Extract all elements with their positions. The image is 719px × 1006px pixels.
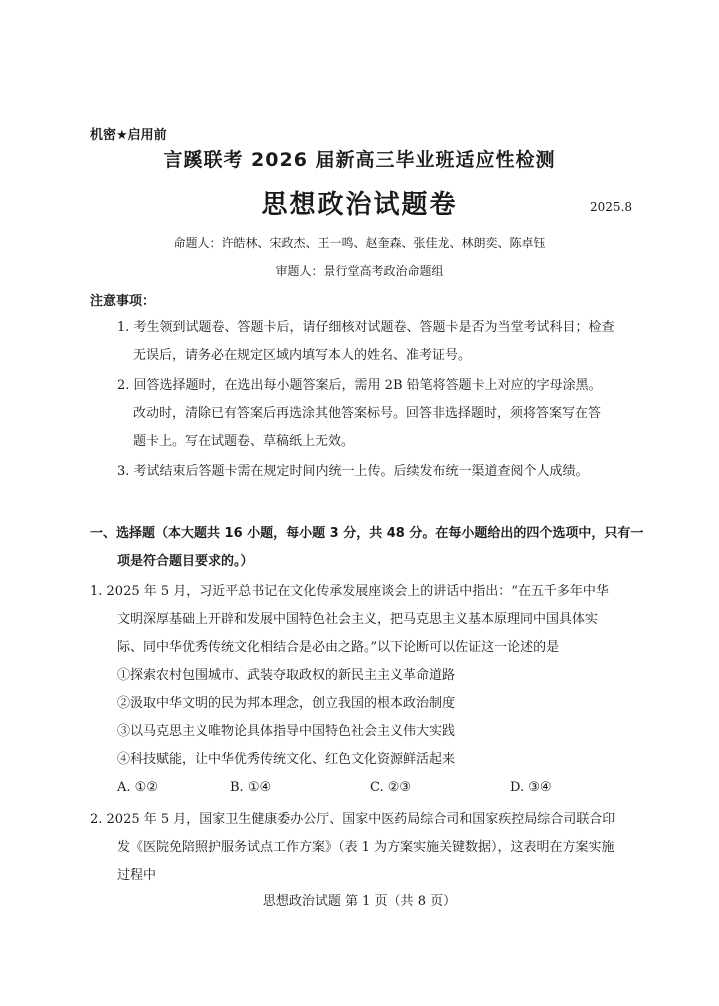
q1-stem-line-3: 际、同中华优秀传统文化相结合是必由之路。”以下论断可以佐证这一论述的是 [117, 640, 560, 655]
note-1-line-1: 1. 考生领到试题卷、答题卡后，请仔细核对试题卷、答题卡是否为当堂考试科目；检查 [117, 320, 615, 335]
q1-option-d: D. ③④ [510, 780, 552, 795]
section-heading-line-2: 项是符合题目要求的。） [117, 554, 254, 569]
q2-stem-line-2: 发《医院免陪照护服务试点工作方案》（表 1 为方案实施关键数据），这表明在方案实施 [117, 840, 615, 855]
page-footer: 思想政治试题 第 1 页（共 8 页） [262, 894, 457, 909]
authors-line: 命题人：许皓林、宋政杰、王一鸣、赵奎森、张佳龙、林朗奕、陈卓钰 [173, 236, 546, 250]
reviewers-line: 审题人：景行堂高考政治命题组 [275, 264, 444, 278]
q1-stem-line-2: 文明深厚基础上开辟和发展中国特色社会主义，把马克思主义基本原理同中国具体实 [117, 612, 599, 627]
subject-title: 思想政治试题卷 [261, 190, 458, 220]
exam-title: 言蹊联考 2026 届新高三毕业班适应性检测 [163, 149, 556, 171]
confidential-mark: 机密★启用前 [90, 128, 167, 143]
note-2-line-2: 改动时，清除已有答案后再选涂其他答案标号。回答非选择题时，须将答案写在答 [133, 406, 602, 421]
q1-statement-1: ①探索农村包围城市、武装夺取政权的新民主主义革命道路 [117, 668, 456, 683]
q2-stem-line-1: 2. 2025 年 5 月，国家卫生健康委办公厅、国家中医药局综合司和国家疾控局综合司联合印 [90, 812, 616, 827]
note-3-line-1: 3. 考试结束后答题卡需在规定时间内统一上传。后续发布统一渠道查阅个人成绩。 [117, 464, 589, 479]
q2-stem-line-3: 过程中 [117, 868, 157, 883]
note-2-line-1: 2. 回答选择题时，在选出每小题答案后，需用 2B 铅笔将答题卡上对应的字母涂黑。 [117, 378, 602, 393]
note-1-line-2: 无误后，请务必在规定区域内填写本人的姓名、准考证号。 [133, 348, 472, 363]
note-2-line-3: 题卡上。写在试题卷、草稿纸上无效。 [133, 434, 355, 449]
q1-statement-2: ②汲取中华文明的民为邦本理念，创立我国的根本政治制度 [117, 696, 456, 711]
exam-date: 2025.8 [590, 200, 632, 214]
q1-stem-line-1: 1. 2025 年 5 月，习近平总书记在文化传承发展座谈会上的讲话中指出：“在五千多年中华 [90, 584, 609, 599]
q1-option-a: A. ①② [117, 780, 158, 795]
q1-statement-4: ④科技赋能，让中华优秀传统文化、红色文化资源鲜活起来 [117, 752, 456, 767]
q1-option-c: C. ②③ [370, 780, 412, 795]
section-heading-line-1: 一、选择题（本大题共 16 小题，每小题 3 分，共 48 分。在每小题给出的四个选项中，只有一 [90, 526, 644, 541]
q1-option-b: B. ①④ [230, 780, 272, 795]
notes-heading: 注意事项： [90, 294, 156, 309]
q1-statement-3: ③以马克思主义唯物论具体指导中国特色社会主义伟大实践 [117, 724, 456, 739]
